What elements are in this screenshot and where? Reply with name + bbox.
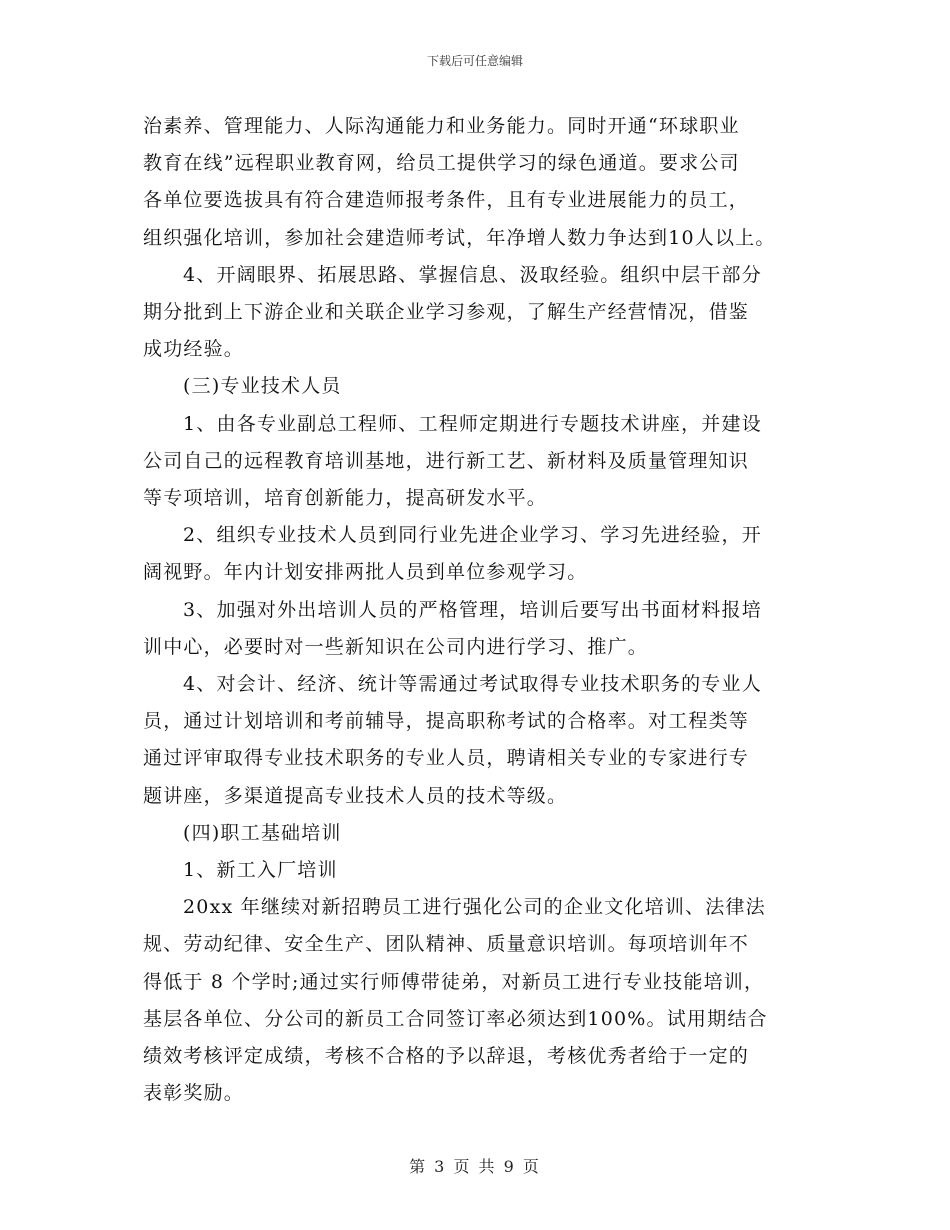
- text-line: 治素养、管理能力、人际沟通能力和业务能力。同时开通“环球职业: [143, 115, 740, 137]
- document-body: [143, 108, 813, 1112]
- text-line: 员，通过计划培训和考前辅导，提高职称考试的合格率。对工程类等: [143, 710, 750, 733]
- text-line: 4、开阔眼界、拓展思路、掌握信息、汲取经验。组织中层干部分: [183, 263, 762, 286]
- text-line: 各单位要选拔具有符合建造师报考条件，且有专业进展能力的员工，: [143, 189, 750, 212]
- text-line: 成功经验。: [143, 338, 245, 361]
- text-line: 公司自己的远程教育培训基地，进行新工艺、新材料及质量管理知识: [143, 449, 750, 472]
- text-line: 期分批到上下游企业和关联企业学习参观，了解生产经营情况，借鉴: [143, 301, 750, 324]
- text-line: 教育在线”远程职业教育网，给员工提供学习的绿色通道。要求公司: [143, 152, 740, 175]
- page-header-note: 下载后可任意编辑: [426, 54, 523, 68]
- text-line: 规、劳动纪律、安全生产、团队精神、质量意识培训。每项培训年不: [143, 933, 750, 956]
- section-heading: (四)职工基础培训: [183, 821, 342, 844]
- text-line: 通过评审取得专业技术职务的专业人员，聘请相关专业的专家进行专: [143, 747, 750, 770]
- page-number: 第 3 页 共 9 页: [409, 1157, 541, 1176]
- text-line: 组织强化培训，参加社会建造师考试，年净增人数力争达到10人以上。: [143, 226, 776, 249]
- text-line: 3、加强对外出培训人员的严格管理，培训后要写出书面材料报培: [183, 598, 762, 621]
- text-line: 1、由各专业副总工程师、工程师定期进行专题技术讲座，并建设: [183, 412, 762, 435]
- text-line: 题讲座，多渠道提高专业技术人员的技术等级。: [143, 784, 568, 807]
- text-line: 得低于 8 个学时;通过实行师傅带徒弟，对新员工进行专业技能培训，: [143, 970, 765, 993]
- text-line: 2、组织专业技术人员到同行业先进企业学习、学习先进经验，开: [183, 524, 762, 547]
- body-text: [143, 108, 813, 1112]
- subsection-heading: 1、新工入厂培训: [183, 859, 338, 882]
- text-line: 基层各单位、分公司的新员工合同签订率必须达到100%。试用期结合: [143, 1007, 768, 1030]
- text-line: 训中心，必要时对一些新知识在公司内进行学习、推广。: [143, 635, 649, 658]
- text-line: 表彰奖励。: [143, 1082, 245, 1105]
- text-line: 阔视野。年内计划安排两批人员到单位参观学习。: [143, 561, 588, 584]
- text-line: 4、对会计、经济、统计等需通过考试取得专业技术职务的专业人: [183, 673, 762, 696]
- section-heading: (三)专业技术人员: [183, 375, 342, 398]
- text-line: 等专项培训，培育创新能力，提高研发水平。: [143, 487, 548, 510]
- text-line: 绩效考核评定成绩，考核不合格的予以辞退，考核优秀者给于一定的: [143, 1045, 750, 1068]
- text-line: 20xx 年继续对新招聘员工进行强化公司的企业文化培训、法律法: [183, 896, 766, 919]
